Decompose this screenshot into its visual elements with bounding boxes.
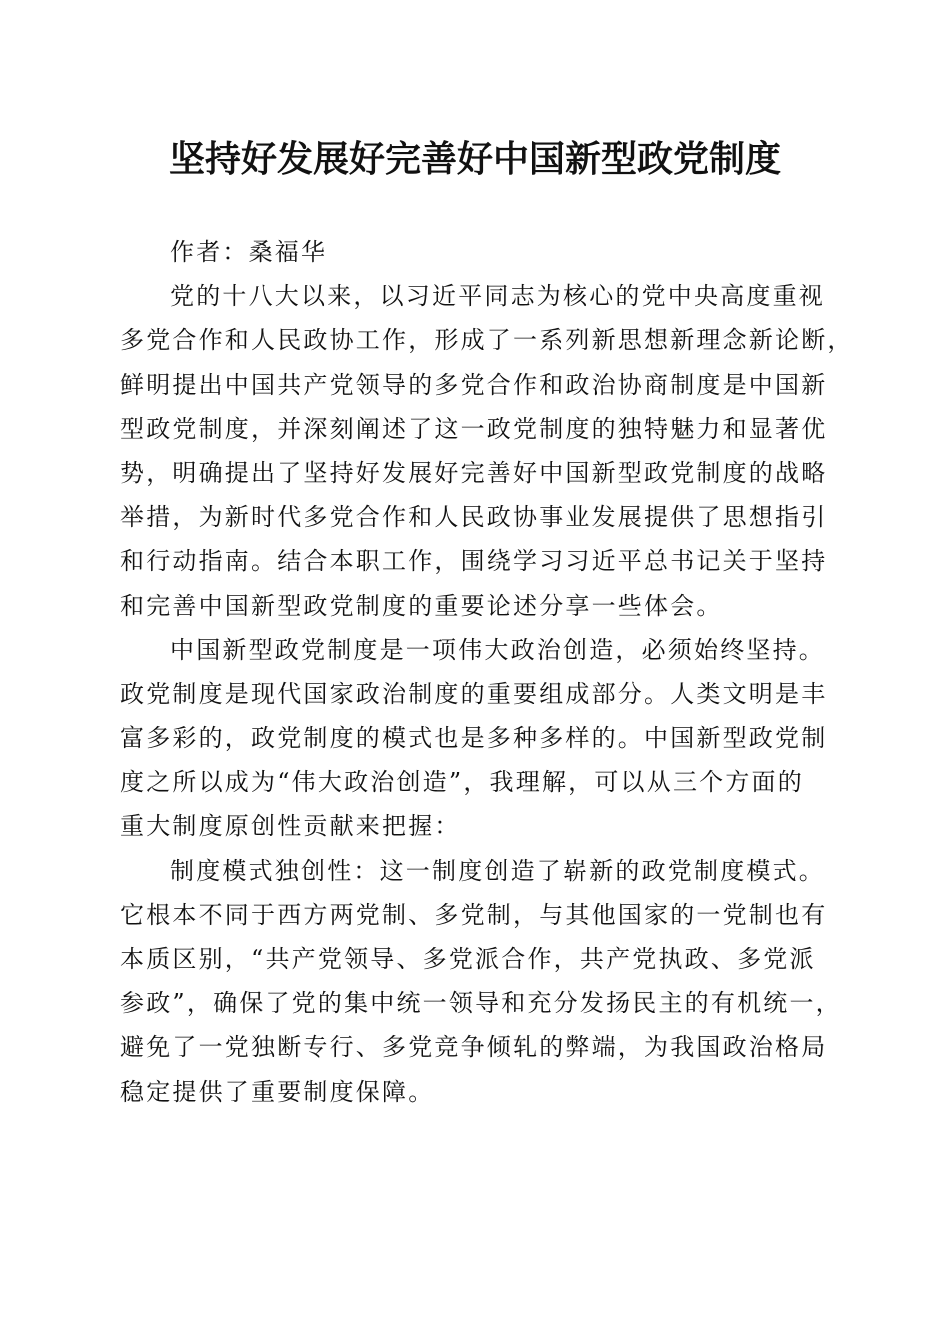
paragraph-2 [120, 628, 840, 849]
paragraph-line: 制度模式独创性：这一制度创造了崭新的政党制度模式。 [170, 856, 825, 885]
paragraph-line: 政党制度是现代国家政治制度的重要组成部分。人类文明是丰 [120, 679, 828, 708]
paragraph-line: 重大制度原创性贡献来把握： [120, 812, 461, 841]
author-line: 作者：桑福华 [170, 238, 328, 266]
paragraph-line: 鲜明提出中国共产党领导的多党合作和政治协商制度是中国新 [120, 370, 828, 399]
paragraph-1 [120, 274, 854, 628]
paragraph-line: 参政”，确保了党的集中统一领导和充分发扬民主的有机统一， [120, 989, 842, 1018]
paragraph-line: 和行动指南。结合本职工作，围绕学习习近平总书记关于坚持 [120, 547, 828, 576]
paragraph-line: 多党合作和人民政协工作，形成了一系列新思想新理念新论断， [120, 326, 854, 355]
paragraph-line: 型政党制度，并深刻阐述了这一政党制度的独特魅力和显著优 [120, 414, 828, 443]
paragraph-line: 举措，为新时代多党合作和人民政协事业发展提供了思想指引 [120, 503, 828, 532]
paragraph-line: 势，明确提出了坚持好发展好完善好中国新型政党制度的战略 [120, 458, 828, 487]
paragraph-line: 它根本不同于西方两党制、多党制，与其他国家的一党制也有 [120, 900, 828, 929]
paragraph-line: 本质区别，“共产党领导、多党派合作，共产党执政、多党派 [120, 945, 816, 973]
paragraph-line: 党的十八大以来，以习近平同志为核心的党中央高度重视 [170, 282, 825, 311]
document-title: 坚持好发展好完善好中国新型政党制度 [168, 138, 781, 180]
paragraph-line: 富多彩的，政党制度的模式也是多种多样的。中国新型政党制 [120, 724, 828, 753]
paragraph-line: 稳定提供了重要制度保障。 [120, 1077, 435, 1106]
paragraph-line: 中国新型政党制度是一项伟大政治创造，必须始终坚持。 [170, 635, 825, 664]
paragraph-line: 和完善中国新型政党制度的重要论述分享一些体会。 [120, 591, 723, 620]
paragraph-line: 度之所以成为“伟大政治创造”，我理解，可以从三个方面的 [120, 768, 804, 797]
document-body [120, 230, 854, 1114]
paragraph-line: 避免了一党独断专行、多党竞争倾轧的弊端，为我国政治格局 [120, 1033, 828, 1062]
paragraph-3 [120, 849, 840, 1114]
